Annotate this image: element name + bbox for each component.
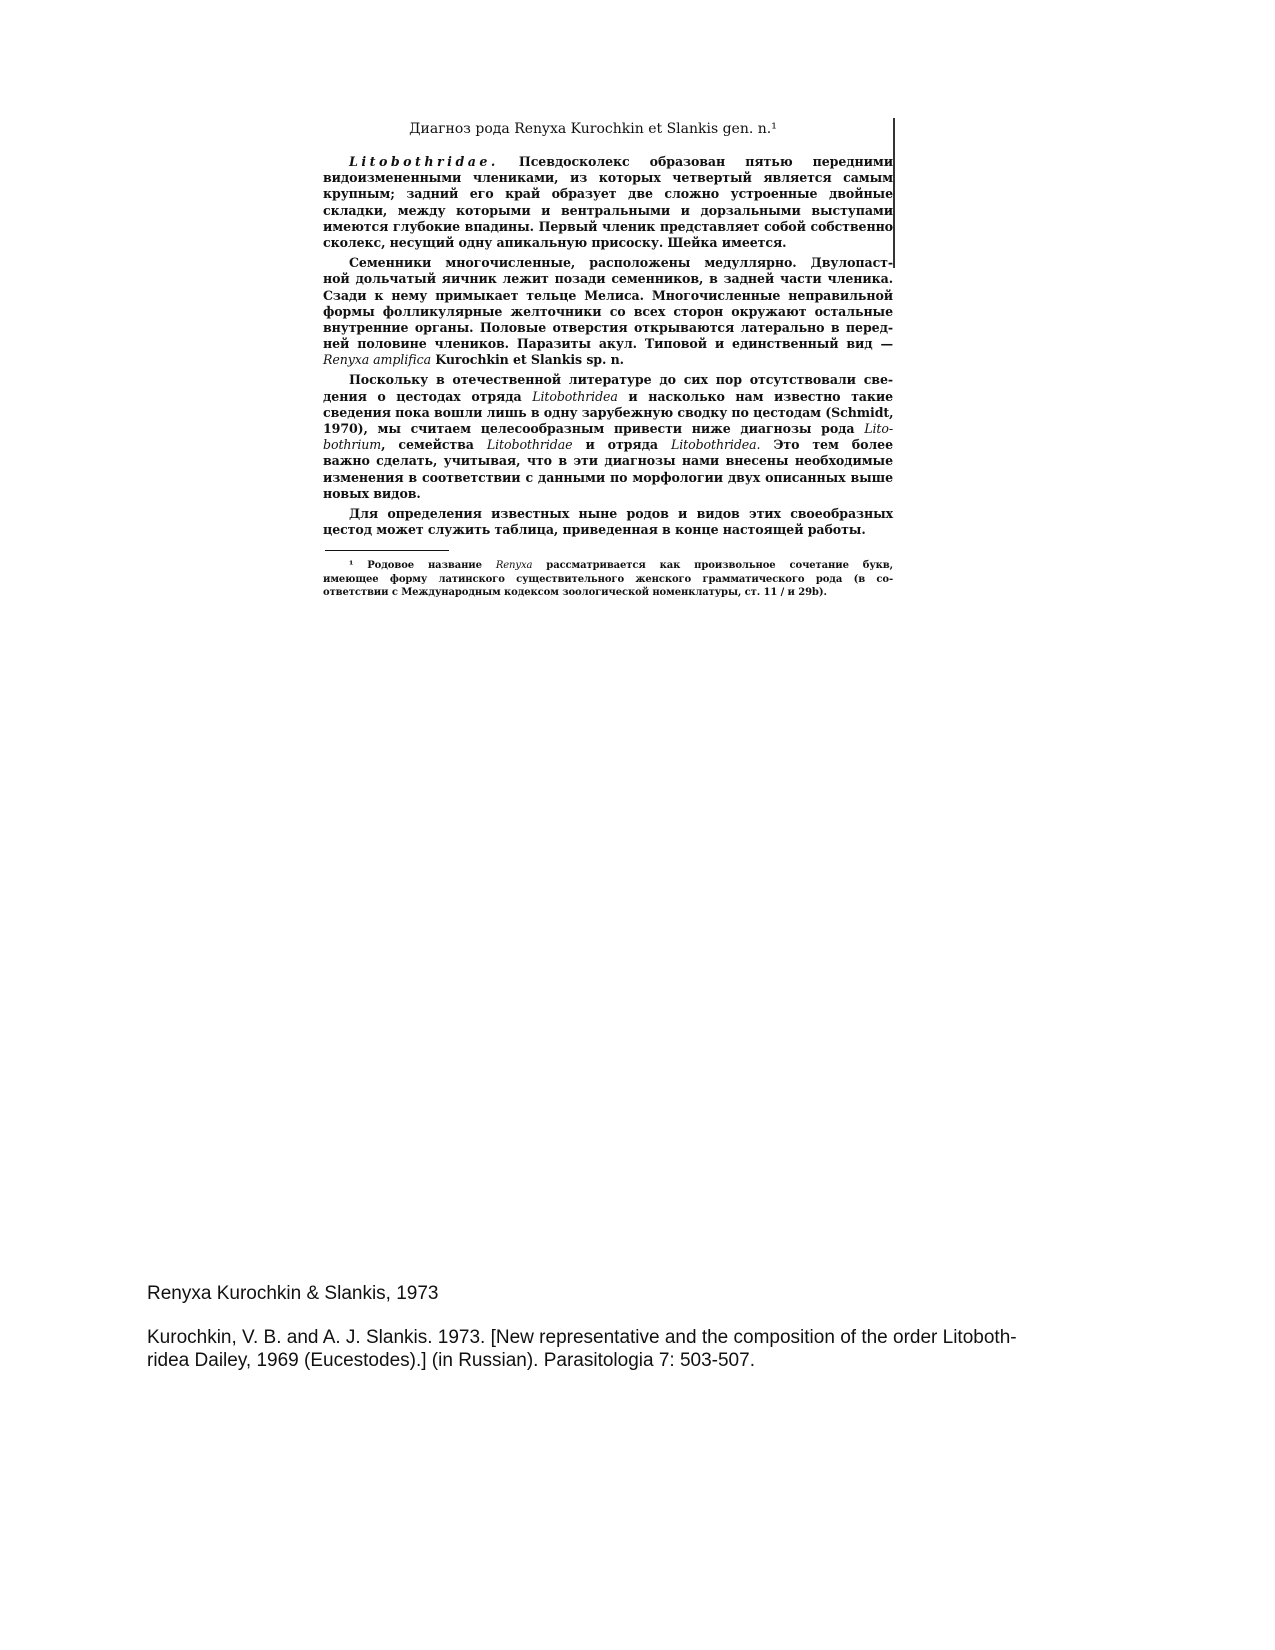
text-line bbox=[323, 320, 893, 336]
text-run: крупным; задний его край образует две сложно устроенные двойные bbox=[323, 186, 893, 202]
text-run: формы фолликулярные желточники со всех сторон окружают остальные bbox=[323, 303, 893, 319]
text-line bbox=[323, 186, 893, 202]
footnote bbox=[323, 559, 893, 600]
italic-term: Litobothridae. bbox=[349, 154, 499, 169]
text-run: Это тем более bbox=[760, 437, 894, 453]
text-run: Семенники многочисленные, расположены медуллярно. Двулопаст- bbox=[349, 255, 893, 271]
text-run: Псевдосколекс образован пятью передними bbox=[498, 154, 893, 169]
text-run: цестод может служить таблица, приведенная в конце настоящей работы. bbox=[323, 522, 866, 538]
text-line bbox=[323, 437, 893, 453]
text-line bbox=[323, 486, 893, 502]
text-line bbox=[323, 586, 893, 600]
text-line bbox=[323, 288, 893, 304]
text-run: ней половине члеников. Паразиты акул. Типовой и единственный вид — bbox=[323, 336, 893, 352]
italic-term: Litobothridea bbox=[532, 388, 618, 404]
italic-term: Renyxa amplifica bbox=[323, 352, 431, 368]
text-line bbox=[323, 304, 893, 320]
text-run: важно сделать, учитывая, что в эти диагнозы нами внесены необходимые bbox=[323, 453, 893, 469]
scanned-page bbox=[323, 118, 893, 600]
text-run: , семейства bbox=[381, 437, 487, 453]
italic-term: Litobothridea. bbox=[670, 437, 761, 453]
diagnosis-body bbox=[323, 154, 893, 538]
text-line bbox=[323, 573, 893, 587]
text-line bbox=[323, 372, 893, 388]
text-run: имеющее форму латинского существительного женского грамматического рода (в со- bbox=[323, 573, 893, 585]
text-line bbox=[323, 506, 893, 522]
text-line bbox=[323, 255, 893, 271]
text-run: видоизмененными члениками, из которых четвертый является самым bbox=[323, 170, 893, 186]
text-run: и отряда bbox=[572, 437, 671, 453]
text-run: Для определения известных ныне родов и видов этих своеобразных bbox=[349, 505, 893, 521]
paragraph bbox=[323, 506, 893, 538]
text-run: складки, между которыми и вентральными и дорзальными выступами bbox=[323, 202, 893, 218]
text-run: внутренние органы. Половые отверстия открываются латерально в перед- bbox=[323, 319, 893, 335]
text-line bbox=[323, 352, 893, 368]
text-line bbox=[323, 271, 893, 287]
text-run: новых видов. bbox=[323, 485, 421, 501]
text-line bbox=[323, 522, 893, 538]
text-run: изменения в соответствии с данными по морфологии двух описанных выше bbox=[323, 469, 893, 485]
text-line bbox=[323, 203, 893, 219]
text-run: сведения пока вошли лишь в одну зарубежную сводку по цестодам (Schmidt, bbox=[323, 404, 894, 420]
reference-line-2: ridea Dailey, 1969 (Eucestodes).] (in Russian). Parasitologia 7: 503-507. bbox=[147, 1350, 755, 1371]
taxon-caption: Renyxa Kurochkin & Slankis, 1973 bbox=[147, 1283, 439, 1304]
diagnosis-title: Диагноз рода Renyxa Kurochkin et Slankis gen. n.¹ bbox=[409, 121, 777, 137]
text-line bbox=[323, 421, 893, 437]
text-line bbox=[323, 453, 893, 469]
text-line bbox=[323, 170, 893, 186]
paragraph bbox=[323, 372, 893, 502]
reference-line-1: Kurochkin, V. B. and A. J. Slankis. 1973. [New representative and the composition of the order Litoboth- bbox=[147, 1327, 1017, 1348]
text-line bbox=[323, 154, 893, 170]
text-run: имеются глубокие впадины. Первый членик представляет собой собственно bbox=[323, 218, 893, 234]
italic-term: Litobothridae bbox=[486, 437, 573, 453]
italic-term: bothrium bbox=[323, 437, 382, 453]
italic-term: Lito- bbox=[864, 421, 893, 436]
text-run: сколекс, несущий одну апикальную присоску. Шейка имеется. bbox=[323, 234, 787, 250]
text-run: ной дольчатый яичник лежит позади семенников, в задней части членика. bbox=[323, 271, 893, 287]
text-run: и насколько нам известно такие bbox=[617, 388, 893, 404]
text-run: Сзади к нему примыкает тельце Мелиса. Многочисленные неправильной bbox=[323, 287, 893, 303]
text-line bbox=[323, 405, 893, 421]
paragraph bbox=[323, 154, 893, 251]
text-line bbox=[323, 235, 893, 251]
text-line bbox=[323, 559, 893, 573]
text-run: ¹ Родовое название bbox=[349, 560, 496, 572]
text-run: дения о цестодах отряда bbox=[323, 388, 533, 404]
italic-term: Renyxa bbox=[495, 560, 533, 572]
footnote-rule bbox=[325, 550, 449, 551]
text-line bbox=[323, 470, 893, 486]
paragraph bbox=[323, 255, 893, 368]
text-run: Поскольку в отечественной литературе до сих пор отсутствовали све- bbox=[349, 372, 893, 388]
text-line bbox=[323, 336, 893, 352]
text-line bbox=[323, 219, 893, 235]
text-run: 1970), мы считаем целесообразным привести ниже диагнозы рода bbox=[323, 421, 865, 436]
text-run: ответствии с Международным кодексом зоологической номенклатуры, ст. 11 / и 29b). bbox=[323, 587, 827, 599]
scan-edge-mark bbox=[893, 118, 895, 268]
text-run: Kurochkin et Slankis sp. n. bbox=[431, 352, 624, 368]
text-line bbox=[323, 389, 893, 405]
text-run: рассматривается как произвольное сочетание букв, bbox=[532, 560, 893, 572]
